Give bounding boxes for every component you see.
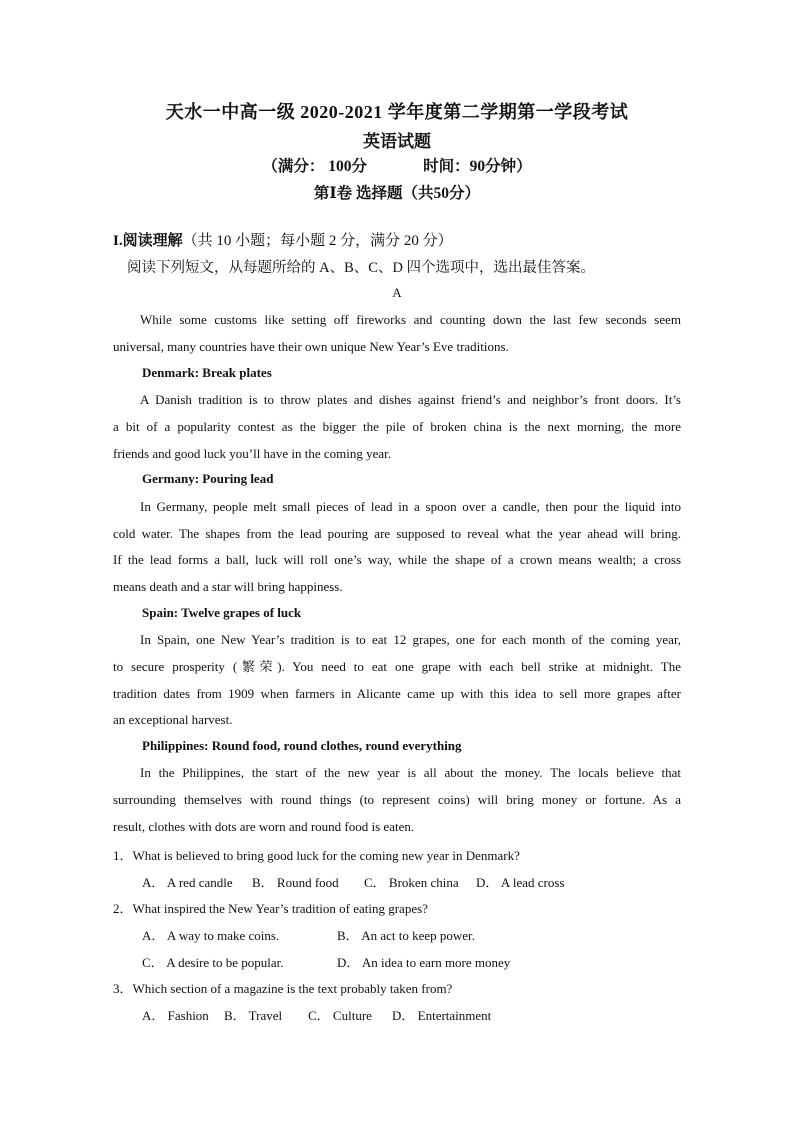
philippines-line: In the Philippines, the start of the new year is all about the money. The locals believe that [140, 765, 681, 780]
philippines-line: result, clothes with dots are worn and round food is eaten. [113, 819, 415, 834]
exam-title: 天水一中高一级 2020-2021 学年度第二学期第一学段考试 [165, 102, 629, 122]
question-2-stem: 2．What inspired the New Year’s tradition of eating grapes? [113, 901, 428, 916]
question-3-option-d[interactable]: D． Entertainment [392, 1008, 492, 1023]
denmark-heading: Denmark: Break plates [142, 365, 272, 380]
intro-line: universal, many countries have their own unique New Year’s Eve traditions. [113, 339, 509, 354]
passage-label: A [392, 285, 402, 300]
section-rule: （共 10 小题；每小题 2 分，满分 20 分） [182, 233, 453, 249]
denmark-line: a bit of a popularity contest as the bigger the pile of broken china is the next morning, the more [113, 419, 681, 434]
part-title: 第Ⅰ卷 选择题（共50分） [313, 185, 481, 202]
germany-line: cold water. The shapes from the lead pouring are supposed to reveal what the year ahead will bring. [113, 526, 681, 541]
spain-line: tradition dates from 1909 when farmers in Alicante came up with this idea to sell more grapes after [113, 686, 681, 701]
philippines-line: surrounding themselves with round things (to represent coins) will bring money or fortune. As a [113, 792, 681, 807]
question-1-option-c[interactable]: C． Broken china [364, 875, 459, 890]
question-1-option-b[interactable]: B． Round food [252, 875, 339, 890]
question-2-option-a[interactable]: A． A way to make coins. [142, 928, 280, 943]
question-3-option-b[interactable]: B． Travel [224, 1008, 283, 1023]
full-score: （满分： 100分 [262, 158, 368, 175]
question-2-option-d[interactable]: D． An idea to earn more money [337, 955, 511, 970]
section-title [113, 229, 453, 250]
denmark-line: A Danish tradition is to throw plates and dishes against friend’s and neighbor’s front doors. It’s [140, 392, 681, 407]
question-2-option-b[interactable]: B． An act to keep power. [337, 928, 475, 943]
section-name: 阅读理解 [122, 233, 183, 249]
spain-line: to secure prosperity (繁荣). You need to eat one grape with each bell strike at midnight. The [113, 659, 681, 674]
question-3-stem: 3．Which section of a magazine is the text probably taken from? [113, 981, 453, 996]
exam-time: 时间：90分钟） [423, 158, 532, 175]
exam-info [0, 154, 794, 176]
spain-line: an exceptional harvest. [113, 712, 233, 727]
denmark-line: friends and good luck you’ll have in the coming year. [113, 446, 391, 461]
section-number: I. [113, 233, 123, 249]
question-3-option-a[interactable]: A． Fashion [142, 1008, 209, 1023]
spain-heading: Spain: Twelve grapes of luck [142, 605, 302, 620]
germany-line: In Germany, people melt small pieces of lead in a spoon over a candle, then pour the liquid into [140, 499, 681, 514]
exam-subject: 英语试题 [363, 132, 431, 151]
question-1-option-d[interactable]: D． A lead cross [476, 875, 565, 890]
question-2-option-c[interactable]: C． A desire to be popular. [142, 955, 284, 970]
philippines-heading: Philippines: Round food, round clothes, round everything [142, 738, 462, 753]
intro-line: While some customs like setting off fireworks and counting down the last few seconds seem [140, 312, 681, 327]
question-1-option-a[interactable]: A． A red candle [142, 875, 233, 890]
germany-heading: Germany: Pouring lead [142, 471, 274, 486]
section-instruction: 阅读下列短文，从每题所给的 A、B、C、D 四个选项中，选出最佳答案。 [127, 260, 596, 276]
spain-line: In Spain, one New Year’s tradition is to eat 12 grapes, one for each month of the coming year, [140, 632, 681, 647]
germany-line: If the lead forms a ball, luck will roll one’s way, while the shape of a crown means wealth; a cross [113, 552, 681, 567]
germany-line: means death and a star will bring happiness. [113, 579, 343, 594]
question-3-option-c[interactable]: C． Culture [308, 1008, 372, 1023]
question-1-stem: 1．What is believed to bring good luck for the coming new year in Denmark? [113, 848, 520, 863]
